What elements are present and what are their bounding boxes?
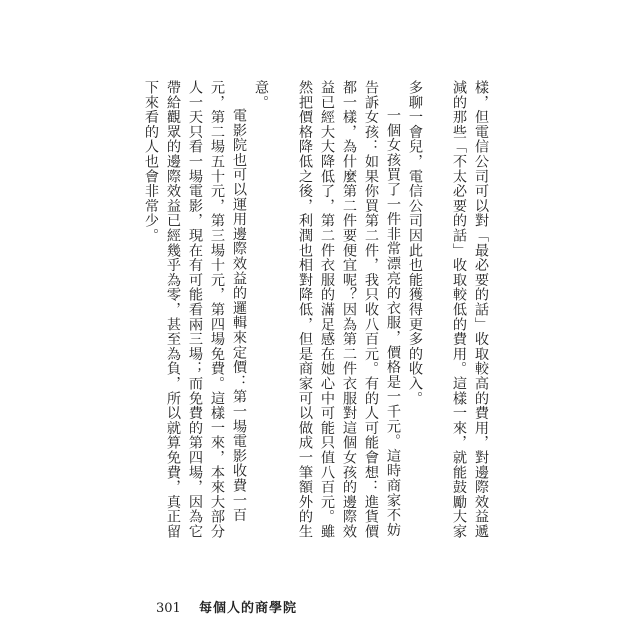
running-title: 每個人的商學院 — [198, 601, 297, 616]
text-line-11: 元，第二場五十元，第三場十元，第四場免費。這樣一來，本來大部分 — [209, 80, 225, 539]
text-line-12: 人一天只看一場電影，現在有可能看兩三場；而免費的第四場，因為它 — [187, 80, 203, 539]
text-line-3: 多聊一會兒，電信公司因此也能獲得更多的收入。 — [407, 80, 423, 406]
text-line-10: 電影院也可以運用邊際效益的邏輯來定價：第一場電影收費一百 — [231, 108, 247, 523]
text-line-7: 益已經大大降低了，第二件衣服的滿足感在她心中可能只值八百元。雖 — [319, 80, 335, 539]
vertical-text-body — [140, 80, 492, 570]
text-line-8: 然把價格降低之後，利潤也相對降低，但是商家可以做成一筆額外的生 — [297, 80, 313, 539]
text-line-13: 帶給觀眾的邊際效益已經幾乎為零，甚至為負，所以就算免費，真正留 — [165, 80, 181, 539]
text-line-5: 告訴女孩：如果你買第二件，我只收八百元。有的人可能會想：進貨價 — [363, 80, 379, 539]
text-line-9: 意。 — [253, 80, 269, 110]
text-line-1: 樣，但電信公司可以對「最必要的話」收取較高的費用，對邊際效益遞 — [473, 80, 489, 539]
text-line-2: 減的那些「不太必要的話」收取較低的費用。這樣一來，就能鼓勵大家 — [451, 80, 467, 539]
page-footer — [156, 597, 297, 616]
text-line-14: 下來看的人也會非常少。 — [143, 80, 159, 243]
page-number: 301 — [156, 601, 181, 616]
text-line-6: 都一樣，為什麼第二件要便宜呢？因為第二件衣服對這個女孩的邊際效 — [341, 80, 357, 539]
text-line-4: 一個女孩買了一件非常漂亮的衣服，價格是一千元。這時商家不妨 — [385, 108, 401, 538]
